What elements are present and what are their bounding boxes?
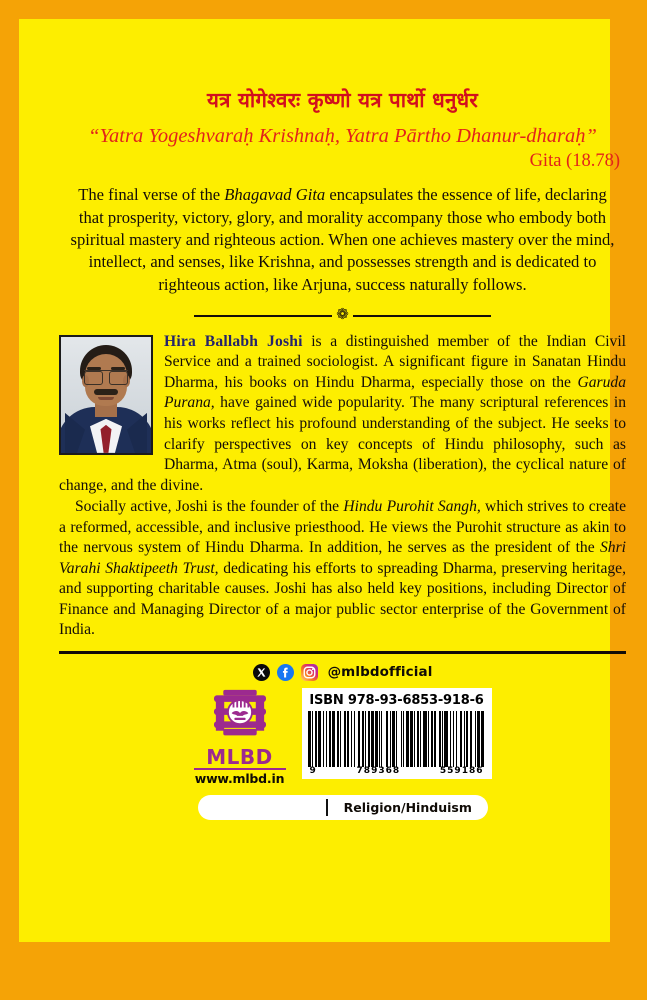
yellow-panel (19, 19, 627, 942)
intro-text-a: The final verse of the (78, 185, 225, 205)
instagram-icon[interactable] (301, 664, 318, 681)
isbn-label: ISBN 978-93-6853-918-6 (309, 692, 484, 708)
footer-logo-isbn-row (59, 688, 626, 786)
photo-mouth (98, 397, 114, 400)
photo-moustache (94, 389, 118, 395)
bio-p1-b: have gained wide popularity. The many scriptural references in his works reflect his profound understanding of the subject. He seeks to clarify perspectives on key concepts of Hindu philosophy, such as Dharma, Atma (soul), Karma, Moksha (liberation), the cyclical nature of change, and the divine. (59, 394, 626, 494)
intro-paragraph (59, 184, 626, 296)
footer-divider (59, 651, 626, 654)
x-twitter-icon[interactable] (253, 664, 270, 681)
sanskrit-verse: यत्र योगेश्वरः कृष्णो यत्र पार्थो धनुर्धर (207, 88, 478, 112)
verse-reference: Gita (18.78) (529, 151, 620, 172)
barcode-bar (484, 711, 485, 767)
leaf-ornament-icon: ❁ (336, 305, 349, 324)
barcode-digits (308, 766, 486, 776)
bio-p2-italic-purohit-sangh: Hindu Purohit Sangh, (343, 498, 481, 516)
social-handle: @mlbdofficial (327, 664, 433, 681)
ornament-divider (59, 305, 626, 324)
author-photo (59, 335, 153, 455)
verse-transliteration: “Yatra Yogeshvaraḥ Krishnaḥ, Yatra Pārtho Dhanur-dharaḥ” (88, 124, 597, 147)
category-label: Religion/Hinduism (343, 799, 472, 815)
bio-p1-italic-garuda-purana: Garuda Purana, (164, 373, 626, 412)
content-area (59, 59, 626, 952)
author-bio (59, 332, 626, 641)
divider-line-left (194, 315, 332, 317)
barcode-digit-group-2: 559186 (439, 765, 484, 776)
intro-title-italic: Bhagavad Gita (224, 185, 326, 205)
social-media-row (59, 664, 626, 681)
isbn-barcode (308, 711, 486, 767)
barcode-digit-group-0: 9 (309, 765, 317, 776)
bio-p2-c: dedicating his efforts to spreading Dharma, preserving heritage, and supporting charitable causes. Joshi has also held key positions, including Director of Finance and Managing Director of a major public sector enterprise of the Government of India. (59, 559, 626, 639)
intro-text-b: encapsulates the essence of life, declaring that prosperity, victory, glory, and morality accompany those who embody both spiritual mastery and righteous action. When one achieves mastery over the mind, intellect, and senses, like Krishna, and possesses strength and is dedicated to righteous action, like Arjuna, success naturally follows. (70, 185, 615, 294)
isbn-barcode-box (302, 688, 492, 779)
facebook-icon[interactable] (277, 664, 294, 681)
author-name: Hira Ballabh Joshi (164, 332, 303, 350)
bio-p2-italic-varahi-trust: Shri Varahi Shaktipeeth Trust, (59, 539, 626, 577)
bio-paragraph-2 (59, 497, 626, 641)
bio-p2-b: which strives to create a reformed, accessible, and inclusive priesthood. He views the Purohit structure as akin to the nervous system of Hindu Dharma. In addition, he serves as the president of the (59, 498, 626, 557)
photo-glasses (84, 370, 128, 383)
publisher-url: www.mlbd.in (194, 768, 286, 786)
barcode-digit-group-1: 789368 (356, 765, 401, 776)
mlbd-logo-icon (210, 688, 270, 740)
category-pill (198, 795, 488, 820)
divider-line-right (353, 315, 491, 317)
bio-p2-a: Socially active, Joshi is the founder of the (75, 498, 344, 516)
bio-p1-a: is a distinguished member of the Indian Civil Service and a trained sociologist. A significant figure in Sanatan Hindu Dharma, his books on Hindu Dharma, especially those on the (164, 332, 627, 391)
publisher-block (194, 688, 286, 786)
publisher-wordmark: MLBD (206, 744, 273, 769)
